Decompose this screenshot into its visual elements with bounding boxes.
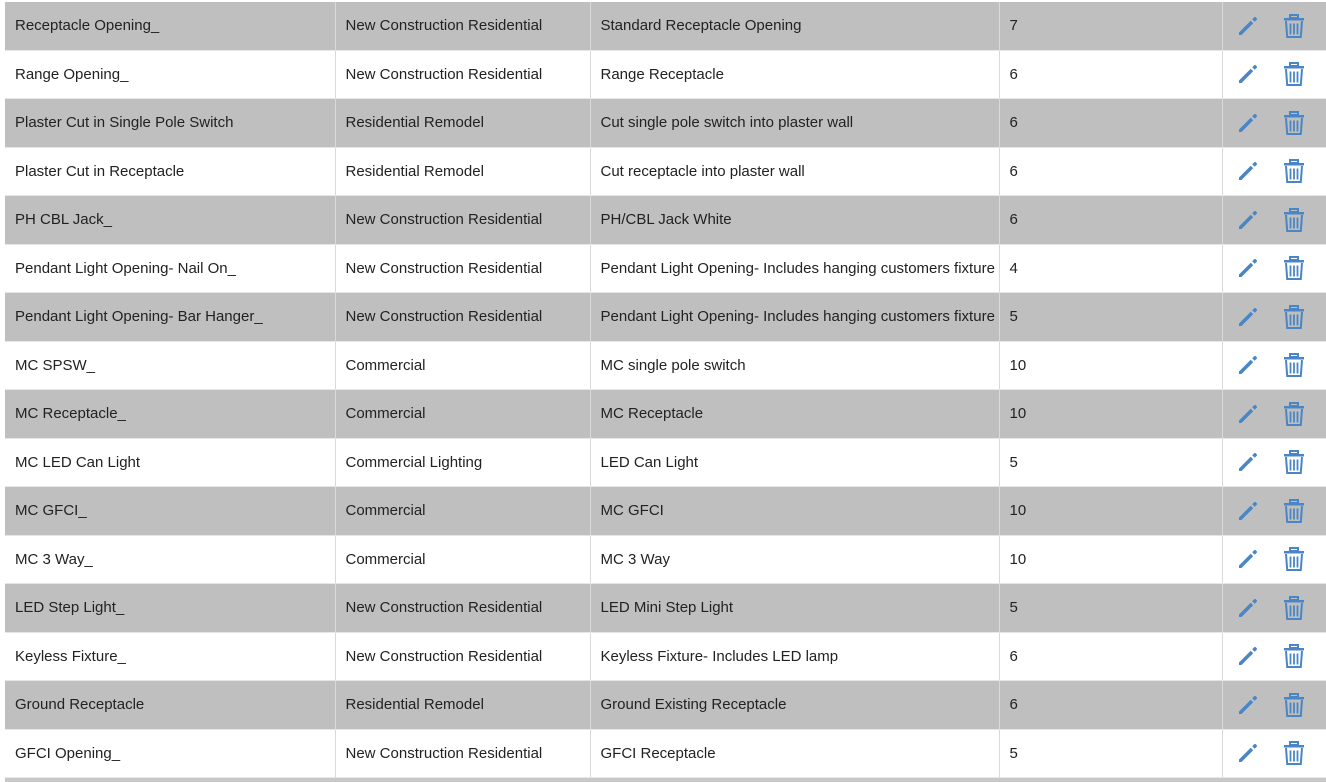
cell-name: MC SPSW_ xyxy=(5,341,335,390)
cell-name: GFCI Opening_ xyxy=(5,729,335,778)
cell-name: Pendant Light Opening- Bar Hanger_ xyxy=(5,293,335,342)
cell-actions xyxy=(1222,487,1326,536)
trash-icon xyxy=(1281,207,1307,233)
cell-category: New Construction Residential xyxy=(335,584,590,633)
cell-quantity: 5 xyxy=(999,438,1222,487)
delete-button[interactable] xyxy=(1281,643,1307,669)
cell-description: LED Mini Step Light xyxy=(590,584,999,633)
delete-button[interactable] xyxy=(1281,595,1307,621)
edit-button[interactable] xyxy=(1235,546,1261,572)
pencil-icon xyxy=(1235,643,1261,669)
cell-category: Residential Remodel xyxy=(335,681,590,730)
cell-name: Keyless Fixture_ xyxy=(5,632,335,681)
edit-button[interactable] xyxy=(1235,740,1261,766)
cell-actions xyxy=(1222,632,1326,681)
cell-actions xyxy=(1222,293,1326,342)
trash-icon xyxy=(1281,449,1307,475)
cell-quantity: 10 xyxy=(999,390,1222,439)
cell-actions xyxy=(1222,196,1326,245)
trash-icon xyxy=(1281,643,1307,669)
trash-icon xyxy=(1281,61,1307,87)
table-row xyxy=(5,729,1326,778)
table-row xyxy=(5,632,1326,681)
cell-description: PH/CBL Jack White xyxy=(590,196,999,245)
cell-name: LED Step Light_ xyxy=(5,584,335,633)
trash-icon xyxy=(1281,255,1307,281)
cell-category: New Construction Residential xyxy=(335,244,590,293)
delete-button[interactable] xyxy=(1281,61,1307,87)
cell-quantity: 10 xyxy=(999,487,1222,536)
cell-quantity: 6 xyxy=(999,632,1222,681)
cell-name: Plaster Cut in Receptacle xyxy=(5,147,335,196)
cell-name: MC LED Can Light xyxy=(5,438,335,487)
cell-description: Ground Existing Receptacle xyxy=(590,681,999,730)
cell-name: Range Opening_ xyxy=(5,50,335,99)
cell-description: MC GFCI xyxy=(590,487,999,536)
cell-description: Pendant Light Opening- Includes hanging customers fixture xyxy=(590,244,999,293)
pencil-icon xyxy=(1235,158,1261,184)
cell-actions xyxy=(1222,341,1326,390)
cell-name: PH CBL Jack_ xyxy=(5,196,335,245)
cell-quantity: 5 xyxy=(999,584,1222,633)
cell-actions xyxy=(1222,584,1326,633)
table-row xyxy=(5,147,1326,196)
pencil-icon xyxy=(1235,595,1261,621)
delete-button[interactable] xyxy=(1281,255,1307,281)
cell-category: New Construction Residential xyxy=(335,632,590,681)
pencil-icon xyxy=(1235,255,1261,281)
pencil-icon xyxy=(1235,207,1261,233)
cell-quantity: 4 xyxy=(999,244,1222,293)
pencil-icon xyxy=(1235,546,1261,572)
cell-actions xyxy=(1222,50,1326,99)
items-table xyxy=(5,2,1326,778)
cell-quantity: 6 xyxy=(999,681,1222,730)
delete-button[interactable] xyxy=(1281,401,1307,427)
cell-description: LED Can Light xyxy=(590,438,999,487)
cell-description: Pendant Light Opening- Includes hanging customers fixture xyxy=(590,293,999,342)
edit-button[interactable] xyxy=(1235,692,1261,718)
edit-button[interactable] xyxy=(1235,207,1261,233)
edit-button[interactable] xyxy=(1235,13,1261,39)
cell-quantity: 10 xyxy=(999,535,1222,584)
cell-quantity: 5 xyxy=(999,293,1222,342)
cell-description: Range Receptacle xyxy=(590,50,999,99)
trash-icon xyxy=(1281,158,1307,184)
cell-quantity: 6 xyxy=(999,99,1222,148)
cell-actions xyxy=(1222,535,1326,584)
delete-button[interactable] xyxy=(1281,692,1307,718)
cell-category: Commercial xyxy=(335,390,590,439)
edit-button[interactable] xyxy=(1235,110,1261,136)
pencil-icon xyxy=(1235,352,1261,378)
table-row xyxy=(5,244,1326,293)
cell-description: MC 3 Way xyxy=(590,535,999,584)
cell-actions xyxy=(1222,99,1326,148)
cell-category: New Construction Residential xyxy=(335,50,590,99)
delete-button[interactable] xyxy=(1281,110,1307,136)
edit-button[interactable] xyxy=(1235,498,1261,524)
delete-button[interactable] xyxy=(1281,158,1307,184)
cell-actions xyxy=(1222,729,1326,778)
cell-category: Commercial xyxy=(335,535,590,584)
table-row xyxy=(5,2,1326,50)
pencil-icon xyxy=(1235,692,1261,718)
cell-name: MC 3 Way_ xyxy=(5,535,335,584)
pencil-icon xyxy=(1235,110,1261,136)
cell-description: MC Receptacle xyxy=(590,390,999,439)
edit-button[interactable] xyxy=(1235,61,1261,87)
delete-button[interactable] xyxy=(1281,546,1307,572)
cell-quantity: 6 xyxy=(999,196,1222,245)
cell-description: Keyless Fixture- Includes LED lamp xyxy=(590,632,999,681)
pencil-icon xyxy=(1235,740,1261,766)
cell-actions xyxy=(1222,244,1326,293)
cell-description: Cut receptacle into plaster wall xyxy=(590,147,999,196)
table-row xyxy=(5,681,1326,730)
delete-button[interactable] xyxy=(1281,207,1307,233)
cell-actions xyxy=(1222,390,1326,439)
delete-button[interactable] xyxy=(1281,740,1307,766)
cell-quantity: 7 xyxy=(999,2,1222,50)
cell-description: Cut single pole switch into plaster wall xyxy=(590,99,999,148)
edit-button[interactable] xyxy=(1235,158,1261,184)
trash-icon xyxy=(1281,110,1307,136)
trash-icon xyxy=(1281,546,1307,572)
cell-quantity: 5 xyxy=(999,729,1222,778)
cell-actions xyxy=(1222,438,1326,487)
table-row xyxy=(5,535,1326,584)
cell-actions xyxy=(1222,147,1326,196)
trash-icon xyxy=(1281,740,1307,766)
pencil-icon xyxy=(1235,449,1261,475)
cell-category: New Construction Residential xyxy=(335,196,590,245)
cell-category: Commercial xyxy=(335,487,590,536)
trash-icon xyxy=(1281,304,1307,330)
cell-description: GFCI Receptacle xyxy=(590,729,999,778)
delete-button[interactable] xyxy=(1281,498,1307,524)
table-row xyxy=(5,341,1326,390)
trash-icon xyxy=(1281,401,1307,427)
table-row xyxy=(5,438,1326,487)
pencil-icon xyxy=(1235,13,1261,39)
delete-button[interactable] xyxy=(1281,304,1307,330)
cell-category: New Construction Residential xyxy=(335,2,590,50)
edit-button[interactable] xyxy=(1235,255,1261,281)
cell-quantity: 10 xyxy=(999,341,1222,390)
cell-name: Ground Receptacle xyxy=(5,681,335,730)
table-row xyxy=(5,390,1326,439)
table-row xyxy=(5,487,1326,536)
edit-button[interactable] xyxy=(1235,449,1261,475)
table-row xyxy=(5,196,1326,245)
pencil-icon xyxy=(1235,498,1261,524)
pencil-icon xyxy=(1235,61,1261,87)
pencil-icon xyxy=(1235,401,1261,427)
cell-quantity: 6 xyxy=(999,50,1222,99)
cell-actions xyxy=(1222,2,1326,50)
cell-description: Standard Receptacle Opening xyxy=(590,2,999,50)
cell-name: MC Receptacle_ xyxy=(5,390,335,439)
cell-name: Pendant Light Opening- Nail On_ xyxy=(5,244,335,293)
pencil-icon xyxy=(1235,304,1261,330)
cell-category: Residential Remodel xyxy=(335,99,590,148)
delete-button[interactable] xyxy=(1281,449,1307,475)
table-row xyxy=(5,50,1326,99)
delete-button[interactable] xyxy=(1281,13,1307,39)
items-table-container xyxy=(5,2,1326,778)
table-bottom-border xyxy=(5,778,1326,782)
edit-button[interactable] xyxy=(1235,304,1261,330)
edit-button[interactable] xyxy=(1235,643,1261,669)
trash-icon xyxy=(1281,595,1307,621)
cell-name: MC GFCI_ xyxy=(5,487,335,536)
trash-icon xyxy=(1281,13,1307,39)
cell-name: Receptacle Opening_ xyxy=(5,2,335,50)
cell-quantity: 6 xyxy=(999,147,1222,196)
cell-category: Commercial Lighting xyxy=(335,438,590,487)
trash-icon xyxy=(1281,352,1307,378)
cell-description: MC single pole switch xyxy=(590,341,999,390)
edit-button[interactable] xyxy=(1235,352,1261,378)
table-row xyxy=(5,293,1326,342)
trash-icon xyxy=(1281,692,1307,718)
cell-category: New Construction Residential xyxy=(335,293,590,342)
cell-category: Commercial xyxy=(335,341,590,390)
cell-actions xyxy=(1222,681,1326,730)
table-row xyxy=(5,99,1326,148)
table-row xyxy=(5,584,1326,633)
trash-icon xyxy=(1281,498,1307,524)
edit-button[interactable] xyxy=(1235,595,1261,621)
cell-category: New Construction Residential xyxy=(335,729,590,778)
cell-category: Residential Remodel xyxy=(335,147,590,196)
edit-button[interactable] xyxy=(1235,401,1261,427)
cell-name: Plaster Cut in Single Pole Switch xyxy=(5,99,335,148)
delete-button[interactable] xyxy=(1281,352,1307,378)
